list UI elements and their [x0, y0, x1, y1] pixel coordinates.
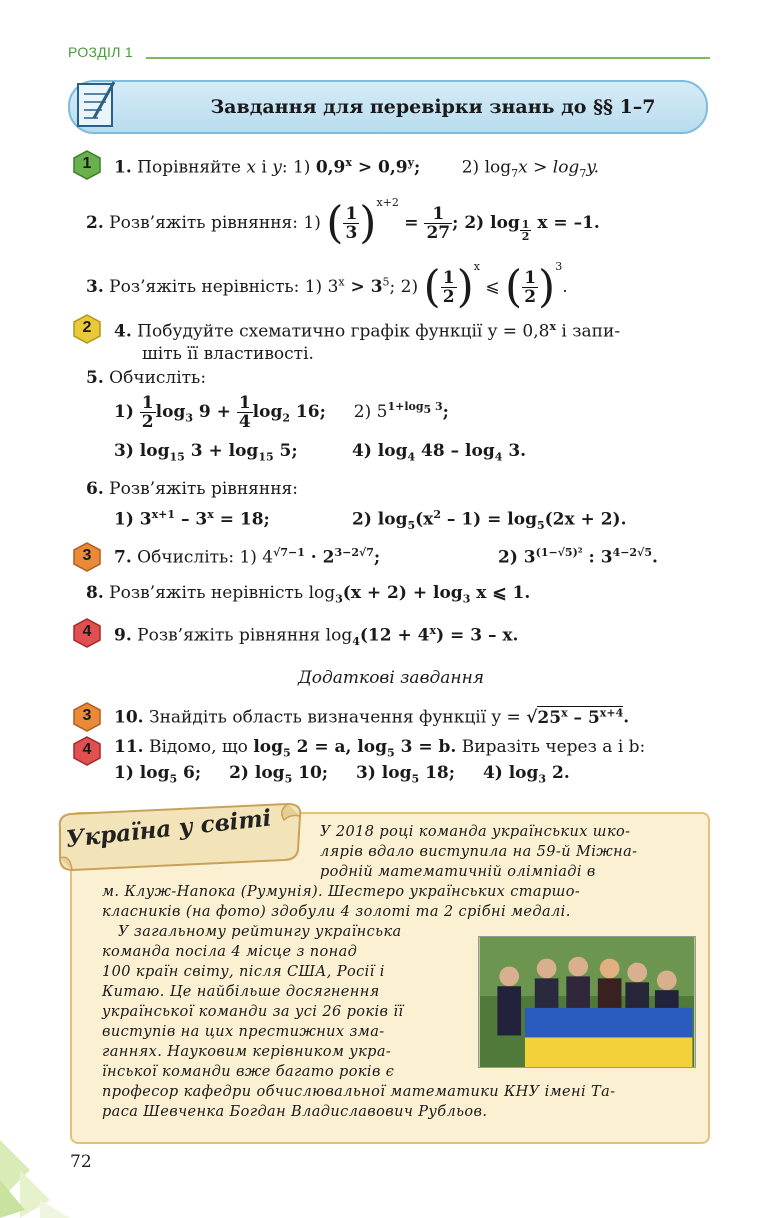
world-line-4: класників (на фото) здобули 4 золоті та 2 срібні медалі.: [102, 904, 571, 920]
team-photo: [478, 936, 696, 1068]
task-5-row-2b: 4) $\log_4 48 - \log_4 3$.: [352, 441, 527, 464]
task-8: 8. Розв’яжіть нерівність $\log_3(x + 2) + \log_3 x$ ⩽ 1.: [86, 583, 531, 606]
world-line-10: виступів на цих престижних зма-: [102, 1024, 385, 1040]
level-1-label: 1: [82, 155, 92, 172]
world-line-14: раса Шевченка Богдан Владиславович Рубльов.: [102, 1104, 488, 1120]
level-3-label: 3: [82, 547, 92, 564]
section-rule: [146, 57, 710, 59]
task-3: 3. Роз’яжіть нерівність: 1) $3^x > 3^5$; 2) ( $\frac{1}{2}$ )$^x$ ⩽ ( $\frac{1}{2}$ )$^3$.: [86, 260, 568, 313]
task-6-row-1: 1) $3^{x+1} - 3^x = 18$;: [114, 508, 270, 530]
task-5-row-1: 1) $\frac{1}{2}$ $\log_3 9$ + $\frac{1}{4}$ $\log_2 16$; 2) $5^{1+log_5 3}$;: [114, 393, 449, 432]
task-2: 2. Розв’яжіть рівняння: 1) ( $\frac{1}{3}$ )$^{x+2}$ = $\frac{1}{27}$ ; 2) log $\frac{1}{2}$ x = –1.: [86, 196, 600, 249]
section-label: РОЗДІЛ 1: [68, 44, 134, 60]
extra-heading: Додаткові завдання: [297, 668, 485, 688]
notepad-icon: [74, 78, 122, 132]
task-11: 11. Відомо, що $\log_5 2 = a$, $\log_5 3 = b$. Виразіть через a і b:: [114, 737, 646, 760]
level-3b-label: 3: [82, 707, 92, 724]
task-4: 4. Побудуйте схематично графік функції $y = 0,8^x$ і запи- шіть її властивості.: [114, 320, 621, 364]
world-line-5: У загальному рейтингу українська: [118, 924, 402, 940]
task-5-row-2: 3) $\log_{15} 3 + \log_{15} 5$;: [114, 441, 298, 464]
level-2-label: 2: [82, 319, 92, 336]
task-7: 7. Обчисліть: 1) $4^{√7-1} \cdot 2^{3-2√7}$;: [114, 546, 381, 568]
task-11-options: 1) $\log_5 6$; 2) $\log_5 10$; 3) $\log_5 18$; 4) $\log_3 2$.: [114, 763, 570, 786]
world-line-6: команда посіла 4 місце з понад: [102, 944, 358, 960]
world-line-2: родній математичній олімпіаді в: [320, 864, 596, 880]
world-line-1: лярів вдало виступила на 59-й Міжна-: [320, 844, 638, 860]
world-line-7: 100 країн світу, після США, Росії і: [102, 964, 385, 980]
task-1: 1. Порівняйте x і y: 1) $0,9^x > 0,9^y$; 2) $\log_7x > \log_7y$.: [114, 156, 600, 181]
world-line-11: ганнях. Науковим керівником укра-: [102, 1044, 392, 1060]
task-10: 10. Знайдіть область визначення функції $y = √25^x - 5^{x+4}$.: [114, 706, 630, 728]
world-title: Україна у світі: [64, 804, 273, 853]
corner-decoration: [0, 1110, 90, 1218]
world-line-12: їнської команди вже багато років є: [102, 1064, 395, 1080]
task-5-title: 5. Обчисліть:: [86, 368, 207, 388]
task-9: 9. Розв’яжіть рівняння $\log_4(12 + 4^x) = 3 - x$.: [114, 624, 519, 649]
world-line-0: У 2018 році команда українських шко-: [320, 824, 631, 840]
task-banner: [68, 80, 708, 134]
world-line-8: Китаю. Це найбільше досягнення: [102, 984, 380, 1000]
level-4-label: 4: [82, 623, 92, 640]
task-7-part-2: 2) $3^{(1-√5)^2}$ : $3^{4-2√5}$.: [498, 546, 658, 568]
level-4b-label: 4: [82, 741, 92, 758]
world-line-3: м. Клуж-Напока (Румунія). Шестеро українських старшо-: [102, 884, 581, 900]
world-line-9: української команди за усі 26 років її: [102, 1004, 404, 1020]
world-line-13: професор кафедри обчислювальної математики КНУ імені Та-: [102, 1084, 616, 1100]
banner-title: Завдання для перевірки знань до §§ 1–7: [210, 96, 656, 118]
page-number: 72: [70, 1152, 92, 1172]
task-6-row-2: 2) $\log_5(x^2 - 1) = \log_5(2x + 2)$.: [352, 508, 627, 533]
task-6-title: 6. Розв’яжіть рівняння:: [86, 479, 298, 499]
